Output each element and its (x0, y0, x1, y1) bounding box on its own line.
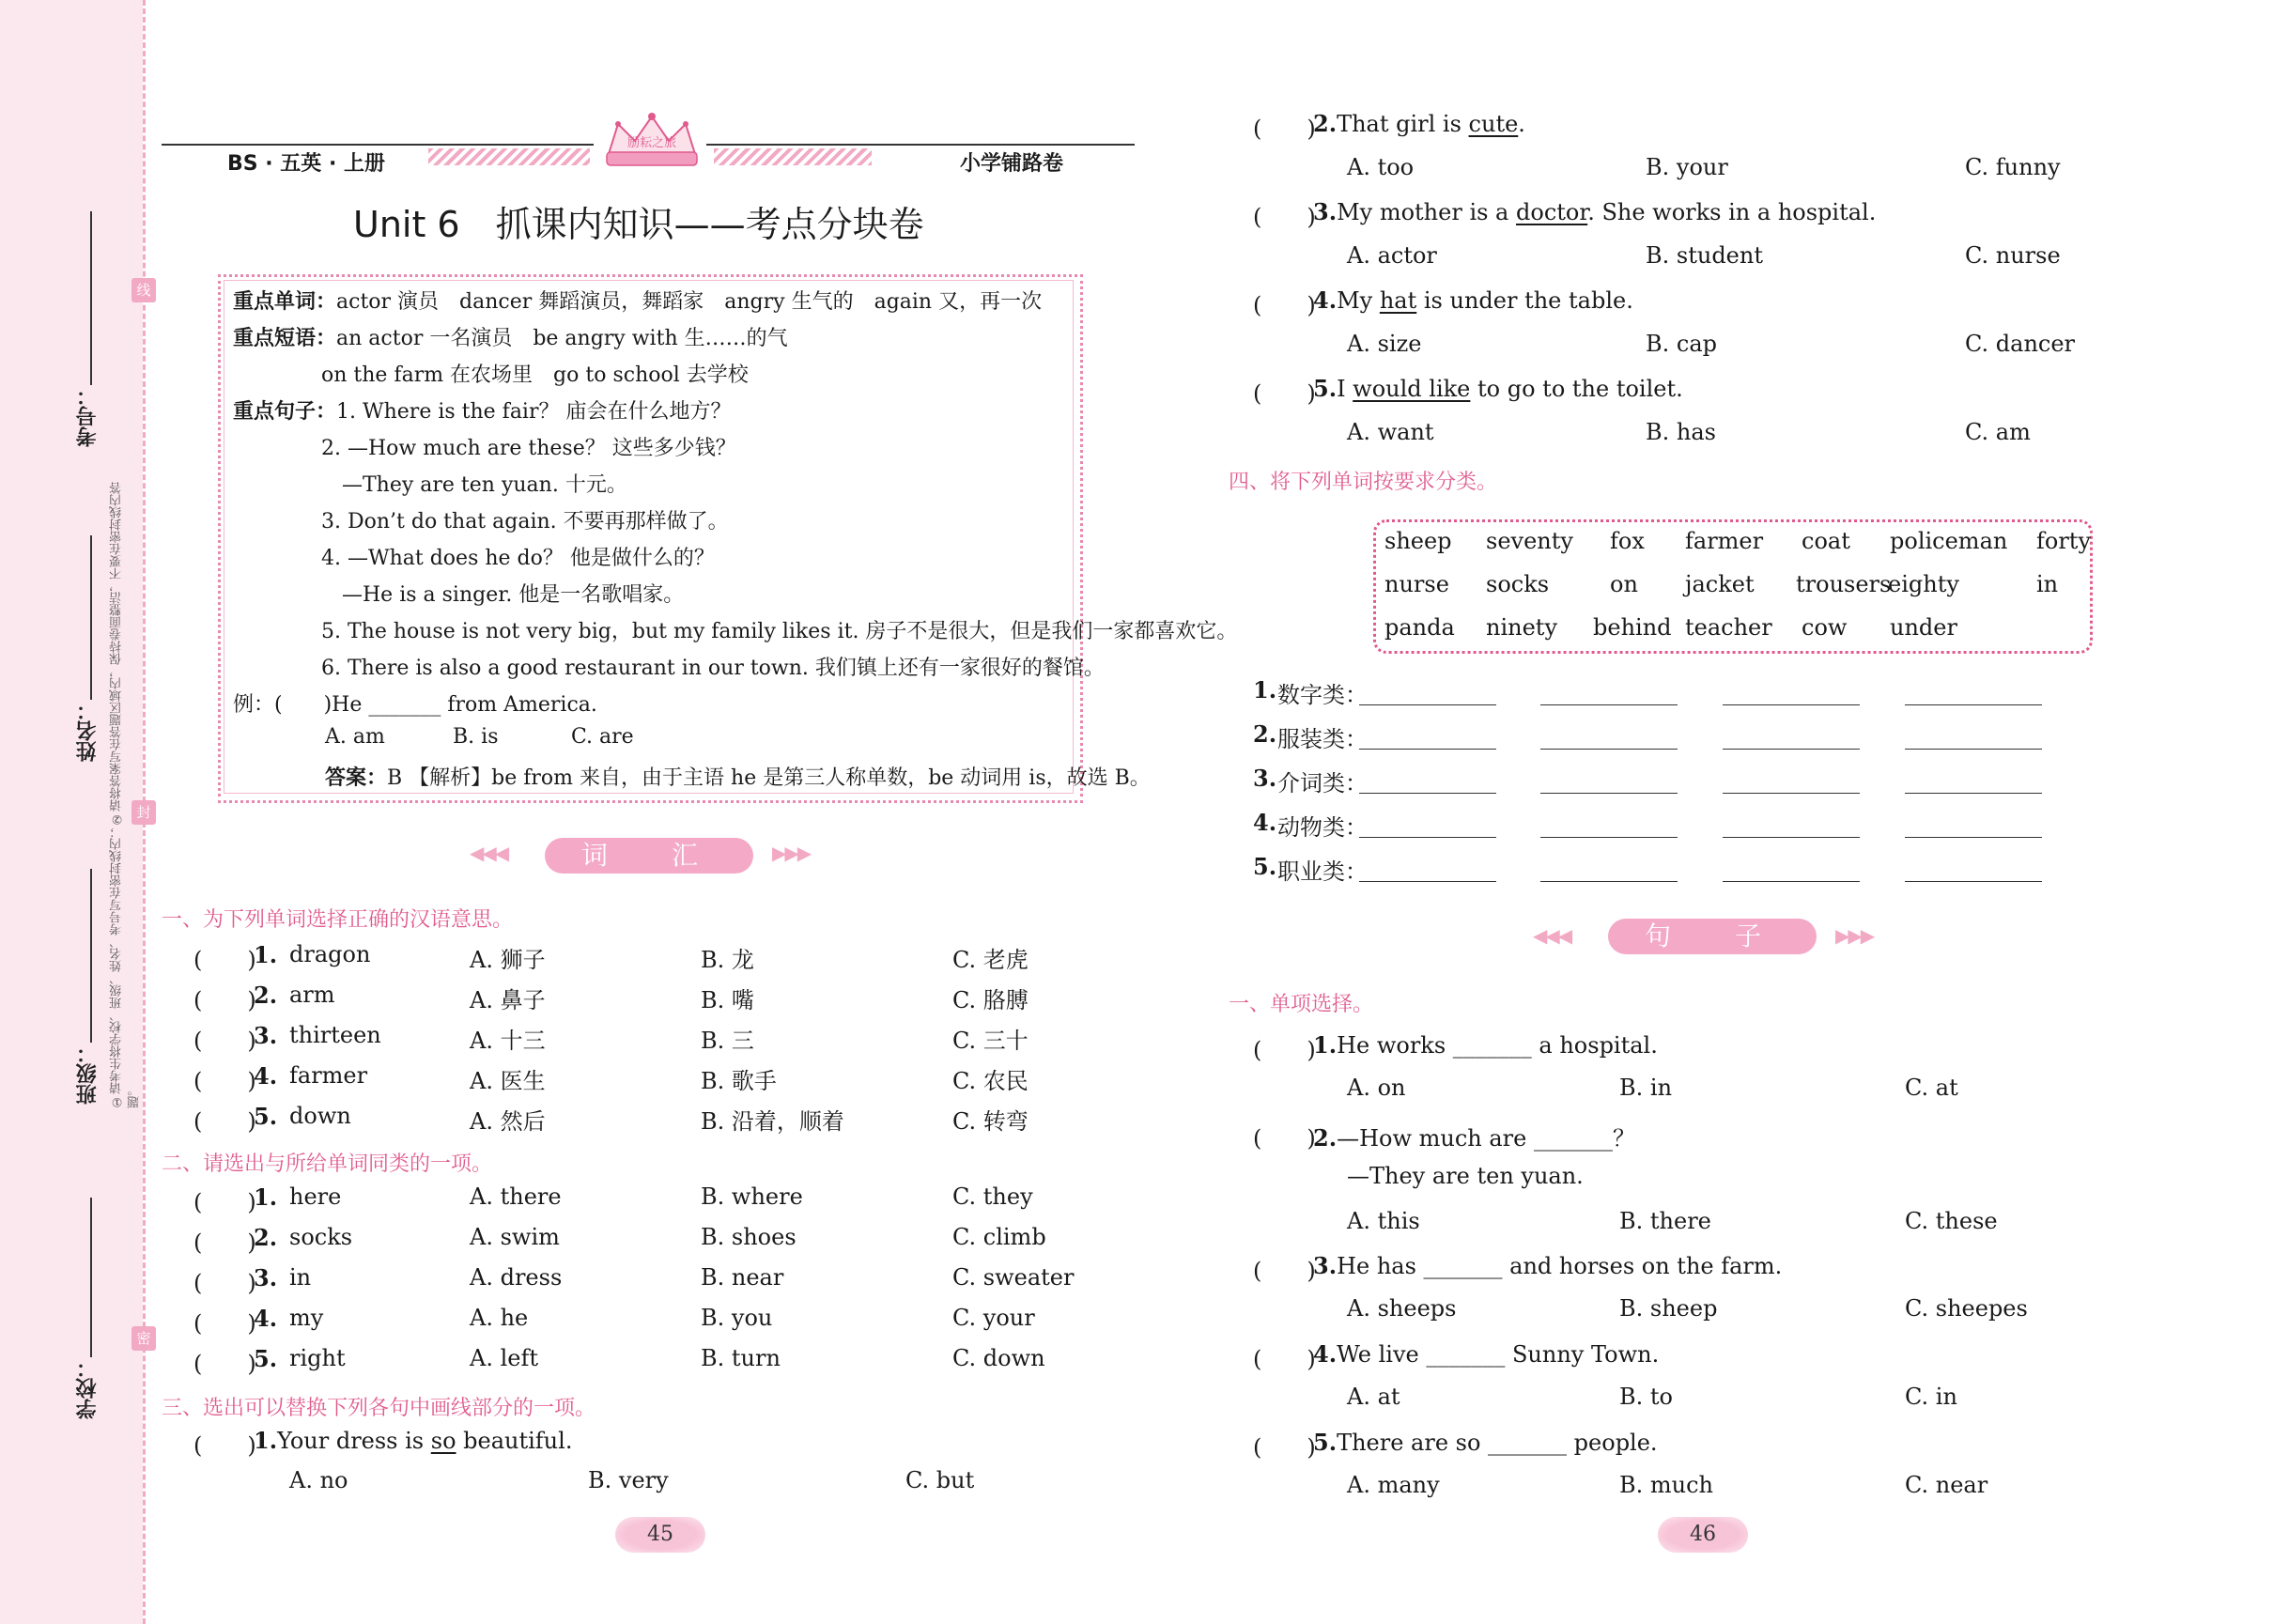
question-sentence: 4.My hat is under the table. (1313, 286, 1633, 314)
option-a: A. want (1347, 419, 1434, 445)
answer-blank[interactable] (1540, 881, 1678, 882)
answer-blank[interactable] (1359, 704, 1496, 705)
binding-notice: ①请考生将学校、班级、姓名、考号写在密封线内；②请将答案写在答题区域内，保持卷面整洁，不要在密封线内答题。 (110, 482, 142, 1108)
word-box-word: teacher (1685, 614, 1772, 641)
answer-paren: ( ) (1253, 1346, 1316, 1372)
option-c: C. am (1965, 419, 2031, 445)
example-opt-b: B. is (453, 725, 499, 749)
answer-blank[interactable] (1723, 837, 1860, 838)
banner-sentence: 句 子 (1608, 919, 1817, 954)
answer-blank[interactable] (1723, 704, 1860, 705)
answer-blank[interactable] (1540, 704, 1678, 705)
question-sentence: 1.He works _______ a hospital. (1313, 1031, 1658, 1059)
option-a: A. there (470, 1183, 562, 1210)
option-c: C. in (1905, 1384, 1957, 1410)
logo-crown-icon (601, 111, 703, 169)
banner-arrows-left-icon: ◀◀◀ (470, 842, 508, 864)
answer-paren: ( ) (193, 1068, 256, 1094)
option-a: A. 然后 (470, 1108, 546, 1135)
option-b: B. turn (701, 1345, 781, 1371)
option-b: B. much (1619, 1472, 1714, 1498)
banner-vocab: 词 汇 (545, 838, 753, 874)
option-b: B. in (1619, 1075, 1673, 1101)
question-sentence: 5.I would like to go to the toilet. (1313, 375, 1683, 402)
answer-paren: ( ) (193, 1189, 256, 1215)
key-phrases: 重点短语：an actor 一名演员 be angry with 生……的气 (233, 327, 788, 350)
option-c: C. nurse (1965, 242, 2061, 269)
answer-blank[interactable] (1723, 793, 1860, 794)
school-label: 学校： (76, 1357, 100, 1419)
page-title: Unit 6 抓课内知识——考点分块卷 (353, 204, 924, 245)
word-box-word: coat (1802, 528, 1850, 554)
option-a: A. swim (470, 1224, 560, 1250)
option-b: B. 龙 (701, 947, 754, 973)
category-label: 动物类： (1277, 814, 1368, 841)
option-a: A. size (1347, 331, 1422, 357)
key-sentence-2a: 2. —How much are these？ 这些多少钱？ (321, 437, 736, 460)
option-c: C. near (1905, 1472, 1988, 1498)
seal-mark-line: 线 (131, 278, 156, 302)
answer-paren: ( ) (1253, 1037, 1316, 1063)
key-sentence-4a: 4. —What does he do？ 他是做什么的？ (321, 547, 715, 570)
question-word: farmer (289, 1062, 368, 1089)
option-b: B. there (1619, 1208, 1711, 1234)
word-box-word: sheep (1384, 528, 1452, 554)
section4-title: 四、将下列单词按要求分类。 (1229, 471, 1498, 494)
class-line (90, 869, 92, 1043)
name-label: 姓名： (76, 700, 100, 762)
question-word: in (289, 1264, 312, 1291)
category-number: 5. (1253, 853, 1277, 880)
question-word: dragon (289, 941, 371, 967)
option-b: B. sheep (1619, 1295, 1718, 1322)
question-word: here (289, 1183, 342, 1210)
option-a: A. 鼻子 (470, 987, 546, 1013)
key-sentence-3: 3. Don’t do that again. 不要再那样做了。 (321, 510, 729, 534)
answer-paren: ( ) (193, 1108, 256, 1135)
option-b: B. 三 (701, 1028, 754, 1054)
answer-blank[interactable] (1905, 749, 2042, 750)
key-sentence-2b: —They are ten yuan. 十元。 (342, 473, 627, 497)
answer-paren: ( ) (193, 1270, 256, 1296)
answer-paren: ( ) (1253, 1434, 1316, 1461)
answer-blank[interactable] (1359, 837, 1496, 838)
section3-title: 三、选出可以替换下列各句中画线部分的一项。 (162, 1397, 596, 1420)
option-c: C. dancer (1965, 331, 2076, 357)
option-a: A. sheeps (1347, 1295, 1457, 1322)
key-sentence-6: 6. There is also a good restaurant in our town. 我们镇上还有一家很好的餐馆。 (321, 657, 1105, 680)
option-c: C. 农民 (952, 1068, 1029, 1094)
banner-arrows-right-icon: ▶▶▶ (1835, 924, 1874, 947)
option-b: B. near (701, 1264, 784, 1291)
answer-blank[interactable] (1905, 881, 2042, 882)
option-b: B. your (1646, 154, 1728, 180)
key-sentences: 重点句子：1. Where is the fair？ 庙会在什么地方？ (233, 400, 732, 424)
option-a: A. many (1347, 1472, 1440, 1498)
option-a: A. at (1347, 1384, 1400, 1410)
answer-paren: ( ) (1253, 380, 1316, 407)
answer-blank[interactable] (1905, 793, 2042, 794)
option-b: B. 歌手 (701, 1068, 777, 1094)
option-a: A. left (470, 1345, 538, 1371)
seal-mark-seal: 封 (131, 800, 156, 825)
banner-arrows-right-icon: ▶▶▶ (772, 842, 811, 864)
word-box-word: nurse (1384, 571, 1449, 597)
key-sentence-4b: —He is a singer. 他是一名歌唱家。 (342, 583, 685, 607)
answer-paren: ( ) (193, 1351, 256, 1377)
question-sentence: 3.My mother is a doctor. She works in a hospital. (1313, 198, 1877, 225)
option-c: C. these (1905, 1208, 1998, 1234)
word-box-word: jacket (1685, 571, 1755, 597)
option-c: C. sheepes (1905, 1295, 2028, 1322)
option-b: B. shoes (701, 1224, 797, 1250)
option-c: C. but (905, 1467, 975, 1493)
question-word: thirteen (289, 1022, 381, 1048)
logo-text: 励耘之旅 (626, 136, 677, 150)
answer-paren: ( ) (193, 987, 256, 1013)
header-stripe-right (714, 148, 872, 165)
category-number: 3. (1253, 765, 1277, 792)
answer-paren: ( ) (1253, 292, 1316, 318)
category-number: 1. (1253, 676, 1277, 704)
option-a: A. this (1347, 1208, 1420, 1234)
word-box-word: seventy (1486, 528, 1573, 554)
question-number: 3. (254, 1022, 278, 1049)
word-box-word: ninety (1486, 614, 1557, 641)
question-number: 4. (254, 1062, 278, 1090)
question-word: arm (289, 982, 335, 1008)
question-number: 5. (254, 1345, 278, 1372)
section5-title: 一、单项选择。 (1229, 993, 1374, 1016)
category-number: 2. (1253, 720, 1277, 748)
option-c: C. 老虎 (952, 947, 1029, 973)
option-c: C. 胳膊 (952, 987, 1029, 1013)
option-b: B. 嘴 (701, 987, 754, 1013)
option-c: C. sweater (952, 1264, 1075, 1291)
answer-paren: ( ) (1253, 1258, 1316, 1284)
option-b: B. you (701, 1305, 773, 1331)
header-left-text: BS · 五英 · 上册 (227, 152, 385, 176)
banner-arrows-left-icon: ◀◀◀ (1533, 924, 1571, 947)
underlined-part: doctor (1516, 199, 1588, 225)
option-a: A. 医生 (470, 1068, 546, 1094)
option-b: B. to (1619, 1384, 1673, 1410)
example-answer: 答案：B 【解析】be from 来自，由于主语 he 是第三人称单数，be 动词用 is，故选 B。 (325, 766, 1151, 790)
answer-blank[interactable] (1723, 881, 1860, 882)
underlined-part: so (430, 1428, 456, 1454)
example-opt-a: A. am (325, 725, 385, 749)
answer-paren: ( ) (1253, 1125, 1316, 1152)
question-number: 4. (254, 1305, 278, 1332)
option-b: B. student (1646, 242, 1763, 269)
word-box-word: farmer (1685, 528, 1764, 554)
header-right-text: 小学铺路卷 (960, 152, 1064, 176)
option-c: C. they (952, 1183, 1033, 1210)
question-number: 1. (254, 941, 278, 968)
school-line (90, 1198, 92, 1357)
option-c: C. 转弯 (952, 1108, 1029, 1135)
option-c: C. your (952, 1305, 1035, 1331)
category-label: 数字类： (1277, 682, 1368, 708)
option-a: A. too (1347, 154, 1415, 180)
option-c: C. climb (952, 1224, 1046, 1250)
exam-no-label: 考号： (76, 385, 100, 447)
word-box-word: cow (1802, 614, 1848, 641)
option-c: C. at (1905, 1075, 1958, 1101)
option-b: B. has (1646, 419, 1716, 445)
answer-blank[interactable] (1540, 749, 1678, 750)
question-word: down (289, 1103, 351, 1129)
option-c: C. down (952, 1345, 1045, 1371)
class-label: 班级： (76, 1043, 100, 1105)
category-label: 职业类： (1277, 858, 1368, 885)
word-box-word: forty (2036, 528, 2092, 554)
option-b: B. 沿着，顺着 (701, 1108, 844, 1135)
example-question: 例：( )He _______ from America. (233, 693, 597, 717)
exam-no-line (90, 211, 92, 385)
word-box-word: in (2036, 571, 2059, 597)
option-a: A. no (289, 1467, 348, 1493)
answer-blank[interactable] (1905, 704, 2042, 705)
question-number: 3. (254, 1264, 278, 1291)
category-number: 4. (1253, 809, 1277, 836)
question-number: 2. (254, 1224, 278, 1251)
question-sentence: 1.Your dress is so beautiful. (254, 1427, 573, 1454)
key-words: 重点单词：actor 演员 dancer 舞蹈演员，舞蹈家 angry 生气的 again 又，再一次 (233, 290, 1043, 314)
answer-blank[interactable] (1359, 749, 1496, 750)
word-box-word: fox (1610, 528, 1645, 554)
underlined-part: hat (1379, 287, 1417, 314)
category-label: 介词类： (1277, 770, 1368, 797)
answer-paren: ( ) (193, 1230, 256, 1256)
seal-mark-secret: 密 (131, 1326, 156, 1351)
answer-paren: ( ) (193, 1028, 256, 1054)
word-box-word: trousers (1796, 571, 1892, 597)
answer-paren: ( ) (1253, 116, 1316, 142)
question-reply: —They are ten yuan. (1347, 1163, 1584, 1189)
question-sentence: 3.He has _______ and horses on the farm. (1313, 1252, 1783, 1279)
answer-blank[interactable] (1905, 837, 2042, 838)
word-box-word: under (1890, 614, 1957, 641)
word-box-word: policeman (1890, 528, 2008, 554)
option-a: A. 狮子 (470, 947, 546, 973)
answer-paren: ( ) (193, 1310, 256, 1337)
option-b: B. very (588, 1467, 669, 1493)
underlined-part: would like (1353, 376, 1471, 402)
question-sentence: 4.We live _______ Sunny Town. (1313, 1340, 1660, 1368)
key-sentence-5: 5. The house is not very big，but my family likes it. 房子不是很大，但是我们一家都喜欢它。 (321, 620, 1238, 643)
word-box-word: on (1610, 571, 1638, 597)
header-rule-left (162, 144, 594, 146)
answer-blank[interactable] (1359, 793, 1496, 794)
question-number: 5. (254, 1103, 278, 1130)
word-box-word: socks (1486, 571, 1550, 597)
question-word: socks (289, 1224, 353, 1250)
category-label: 服装类： (1277, 726, 1368, 752)
question-number: 2. (254, 982, 278, 1009)
answer-paren: ( ) (193, 947, 256, 973)
question-word: right (289, 1345, 346, 1371)
section2-title: 二、请选出与所给单词同类的一项。 (162, 1152, 493, 1176)
option-c: C. funny (1965, 154, 2061, 180)
word-box-word: panda (1384, 614, 1455, 641)
header-stripe-left (428, 148, 590, 165)
answer-blank[interactable] (1359, 881, 1496, 882)
word-box-word: behind (1593, 614, 1672, 641)
answer-paren: ( ) (1253, 204, 1316, 230)
answer-blank[interactable] (1723, 749, 1860, 750)
option-a: A. actor (1347, 242, 1437, 269)
option-b: B. where (701, 1183, 803, 1210)
option-a: A. on (1347, 1075, 1406, 1101)
answer-blank[interactable] (1540, 837, 1678, 838)
page-number-right: 46 (1658, 1517, 1748, 1553)
answer-paren: ( ) (193, 1432, 256, 1459)
option-c: C. 三十 (952, 1028, 1029, 1054)
question-sentence: 5.There are so _______ people. (1313, 1429, 1658, 1456)
option-a: A. he (470, 1305, 529, 1331)
name-line (90, 535, 92, 700)
underlined-part: cute (1468, 111, 1519, 137)
question-word: my (289, 1305, 324, 1331)
option-a: A. dress (470, 1264, 563, 1291)
answer-blank[interactable] (1540, 793, 1678, 794)
option-a: A. 十三 (470, 1028, 546, 1054)
question-sentence: 2.—How much are _______？ (1313, 1124, 1635, 1152)
page-number-left: 45 (615, 1517, 705, 1553)
header-rule-right (706, 144, 1135, 146)
section1-title: 一、为下列单词选择正确的汉语意思。 (162, 908, 514, 932)
word-box-word: eighty (1888, 571, 1959, 597)
key-phrases-2: on the farm 在农场里 go to school 去学校 (321, 363, 749, 387)
question-number: 1. (254, 1183, 278, 1211)
option-b: B. cap (1646, 331, 1718, 357)
example-opt-c: C. are (571, 725, 634, 749)
question-sentence: 2.That girl is cute. (1313, 110, 1525, 137)
